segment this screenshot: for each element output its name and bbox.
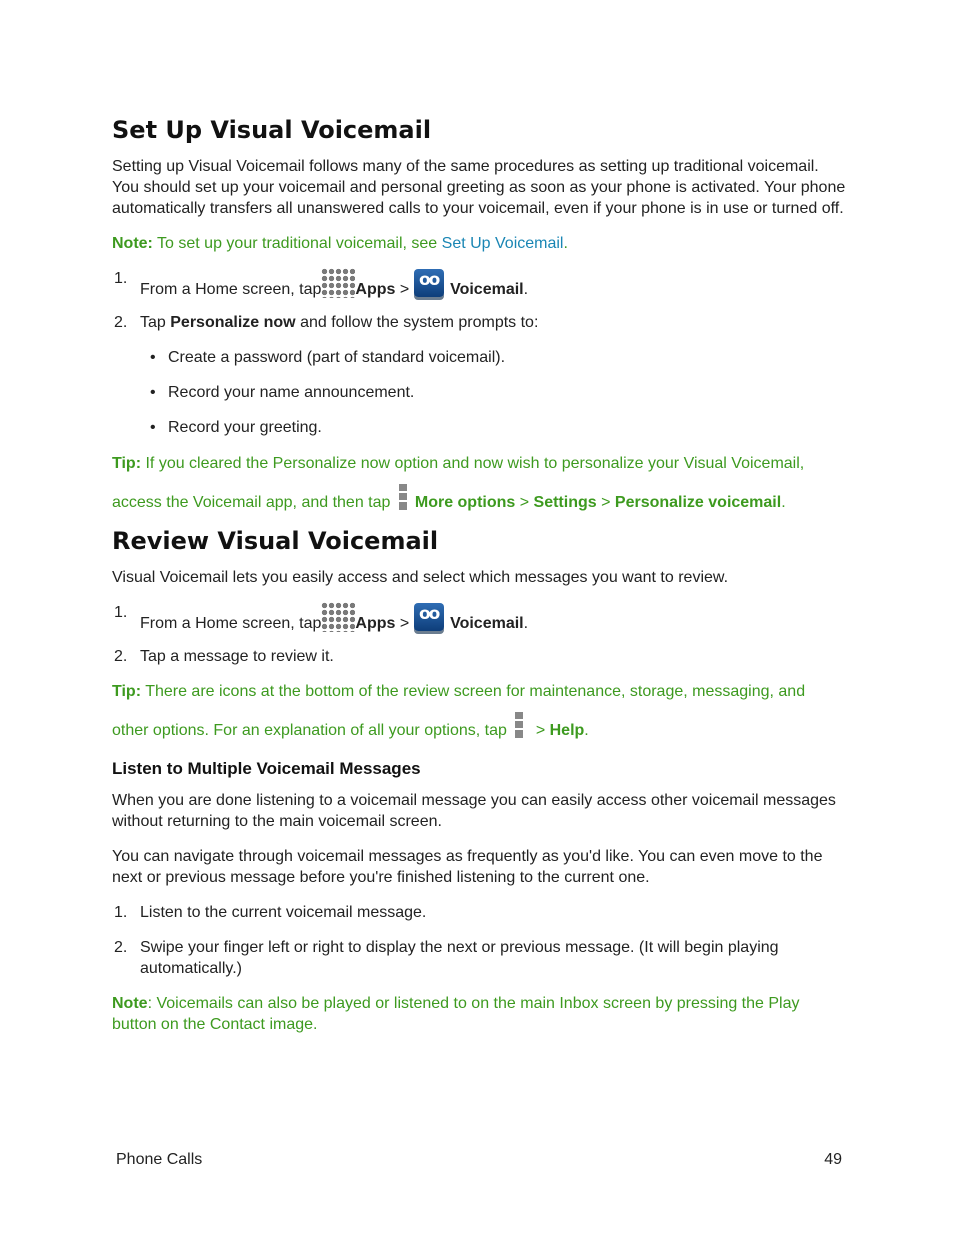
step-number: 2. [114,939,128,956]
step-number: 2. [114,314,128,331]
setup-note [112,233,847,254]
more-options-icon [399,484,407,510]
voicemail-icon [414,603,444,631]
review-step-1 [112,602,847,634]
period: . [584,722,589,739]
footer-section-name: Phone Calls [116,1151,203,1168]
listen-note [112,993,847,1035]
note-text: To set up your traditional voicemail, see [152,235,442,252]
bullet-text: Create a password (part of standard voicemail). [168,349,506,366]
setup-step-1 [112,268,847,300]
period: . [523,615,529,632]
step-number: 2. [114,648,128,665]
separator: > [515,494,534,511]
apps-icon [321,268,355,298]
list-item [112,347,847,368]
apps-label: Apps [355,615,396,632]
setup-step-2 [112,312,847,333]
personalize-now-label: Personalize now [170,314,296,331]
apps-label: Apps [355,281,396,298]
review-tip [112,681,847,741]
period: . [523,281,529,298]
help-label: Help [549,722,585,739]
note-text: : Voicemails can also be played or listened to on the main Inbox screen by pressing the Play button on the Contact image. [112,995,800,1033]
listen-para-1: When you are done listening to a voicemail message you can easily access other voicemail messages without returning to the main voicemail screen. [112,792,836,830]
listen-para-2: You can navigate through voicemail messages as frequently as you'd like. You can even move to the next or previous message before you're finished listening to the current one. [112,848,823,886]
review-intro: Visual Voicemail lets you easily access and select which messages you want to review. [112,569,729,586]
note-label: Note [112,995,148,1012]
settings-label: Settings [533,494,597,511]
subsection-title-listen: Listen to Multiple Voicemail Messages [112,759,421,778]
step-text: Listen to the current voicemail message. [140,904,427,921]
period: . [781,494,786,511]
bullet-dot: • [150,349,156,366]
voicemail-label: Voicemail [450,615,524,632]
separator: > [531,722,550,739]
step-text: Swipe your finger left or right to display the next or previous message. (It will begin playing automatically.) [140,939,779,977]
bullet-text: Record your greeting. [168,419,322,436]
review-step-2 [112,646,847,667]
step-text-end: and follow the system prompts to: [295,314,539,331]
page-content [112,110,847,1035]
separator: > [395,281,414,298]
footer-page-number: 49 [824,1151,842,1168]
list-item [112,382,847,403]
separator: > [395,615,414,632]
tip-text: There are icons at the bottom of the review screen for maintenance, storage, messaging, and [141,683,806,700]
set-up-voicemail-link[interactable]: Set Up Voicemail [441,235,564,252]
separator: > [596,494,615,511]
step-text: Tap [140,314,171,331]
step-number: 1. [114,604,128,621]
step-text: Tap a message to review it. [140,648,334,665]
voicemail-icon [414,269,444,297]
list-item [112,417,847,438]
step-number: 1. [114,270,128,287]
tip-text: other options. For an explanation of all your options, tap [112,722,507,739]
step-number: 1. [114,904,128,921]
tip-label: Tip: [112,455,142,472]
apps-icon [321,602,355,632]
section-title-setup: Set Up Visual Voicemail [112,116,432,144]
bullet-dot: • [150,384,156,401]
setup-tip [112,453,847,513]
bullet-text: Record your name announcement. [168,384,415,401]
bullet-dot: • [150,419,156,436]
more-options-icon [515,712,523,738]
tip-text: If you cleared the Personalize now option and now wish to personalize your Visual Voicemail, [141,455,805,472]
personalize-voicemail-label: Personalize voicemail [614,494,782,511]
note-label: Note: [112,235,153,252]
listen-step-2 [112,937,847,979]
tip-text: access the Voicemail app, and then tap [112,494,391,511]
voicemail-label: Voicemail [450,281,524,298]
note-end: . [563,235,568,252]
step-text: From a Home screen, tap [140,281,322,298]
listen-step-1 [112,902,847,923]
step-text: From a Home screen, tap [140,615,322,632]
tip-label: Tip: [112,683,142,700]
more-options-label: More options [414,494,516,511]
setup-intro: Setting up Visual Voicemail follows many of the same procedures as setting up traditional voicemail. You should set up your voicemail and personal greeting as soon as your phone is activated. Your phone automatically transfers all unanswered calls to your voicemail, even if your phone is in use or turned off. [112,158,846,217]
section-title-review: Review Visual Voicemail [112,527,439,555]
